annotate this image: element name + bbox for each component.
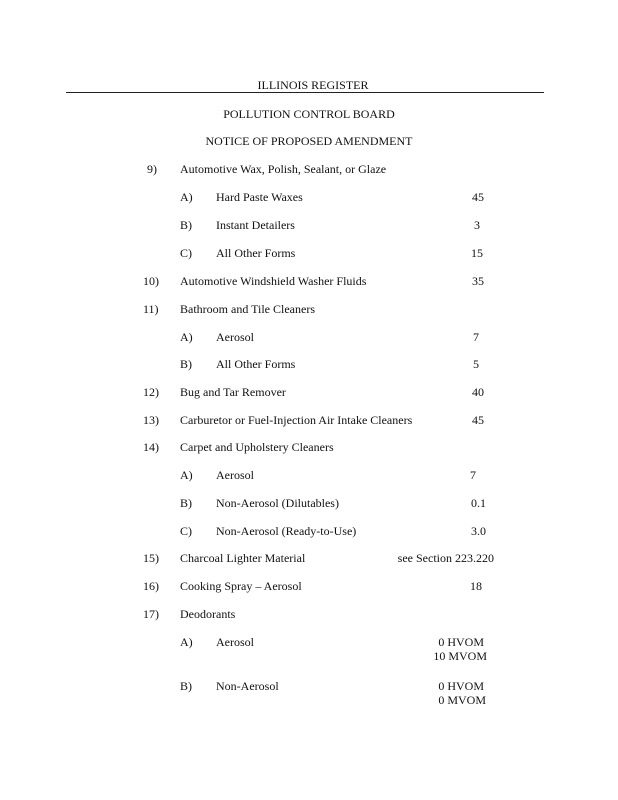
item-label: Automotive Wax, Polish, Sealant, or Glaze: [180, 162, 387, 176]
sub-item-letter: A): [180, 635, 193, 649]
item-label: Bathroom and Tile Cleaners: [180, 302, 315, 316]
sub-item-letter: C): [180, 524, 192, 538]
sub-item-label: Non-Aerosol (Dilutables): [216, 496, 339, 510]
sub-item-letter: A): [180, 330, 193, 344]
item-label: Automotive Windshield Washer Fluids: [180, 274, 367, 288]
item-label: Cooking Spray – Aerosol: [180, 579, 302, 593]
sub-item-letter: B): [180, 218, 192, 232]
item-label: Bug and Tar Remover: [180, 385, 286, 399]
voc-limit-value: 3.0: [471, 524, 486, 538]
sub-item-label: Instant Detailers: [216, 218, 295, 232]
sub-item-letter: A): [180, 190, 193, 204]
voc-limit-value: 7: [470, 468, 476, 482]
item-number: 11): [143, 302, 159, 316]
voc-limit-value: 40: [472, 385, 484, 399]
notice-title: NOTICE OF PROPOSED AMENDMENT: [205, 134, 413, 148]
sub-item-label: Non-Aerosol: [216, 679, 279, 693]
item-number: 14): [143, 440, 159, 454]
item-number: 15): [143, 551, 159, 565]
register-title: ILLINOIS REGISTER: [200, 79, 426, 92]
header-rule: [66, 92, 544, 93]
sub-item-letter: B): [180, 357, 192, 371]
item-number: 13): [143, 413, 159, 427]
voc-limit-value: 45: [472, 413, 484, 427]
item-number: 12): [143, 385, 159, 399]
item-label: Charcoal Lighter Material: [180, 551, 306, 565]
voc-limit-value: 15: [471, 246, 483, 260]
sub-item-label: Aerosol: [216, 635, 254, 649]
item-number: 9): [147, 162, 157, 176]
sub-item-letter: C): [180, 246, 192, 260]
item-number: 10): [143, 274, 159, 288]
voc-limit-value: 5: [473, 357, 479, 371]
item-number: 16): [143, 579, 159, 593]
sub-item-label: Non-Aerosol (Ready-to-Use): [216, 524, 357, 538]
voc-limit-value-secondary: 10 MVOM: [433, 649, 487, 663]
sub-item-label: All Other Forms: [216, 357, 296, 371]
sub-item-letter: B): [180, 496, 192, 510]
sub-item-label: All Other Forms: [216, 246, 296, 260]
item-number: 17): [143, 607, 159, 621]
sub-item-label: Aerosol: [216, 468, 254, 482]
voc-limit-value: 7: [473, 330, 479, 344]
voc-limit-value-secondary: 0 MVOM: [438, 693, 486, 707]
voc-limit-value: 18: [470, 579, 482, 593]
item-label: Carburetor or Fuel-Injection Air Intake Cleaners: [180, 413, 413, 427]
voc-limit-value: 3: [474, 218, 480, 232]
item-label: Deodorants: [180, 607, 236, 621]
voc-limit-value: 35: [472, 274, 484, 288]
voc-limit-value: 0.1: [471, 496, 486, 510]
sub-item-label: Aerosol: [216, 330, 254, 344]
sub-item-letter: B): [180, 679, 192, 693]
item-label: Carpet and Upholstery Cleaners: [180, 440, 334, 454]
voc-limit-value: see Section 223.220: [397, 551, 494, 565]
board-title: POLLUTION CONTROL BOARD: [223, 107, 395, 121]
sub-item-letter: A): [180, 468, 193, 482]
voc-limit-value: 45: [472, 190, 484, 204]
voc-limit-value: 0 HVOM: [438, 635, 484, 649]
sub-item-label: Hard Paste Waxes: [216, 190, 303, 204]
voc-limit-value: 0 HVOM: [438, 679, 484, 693]
